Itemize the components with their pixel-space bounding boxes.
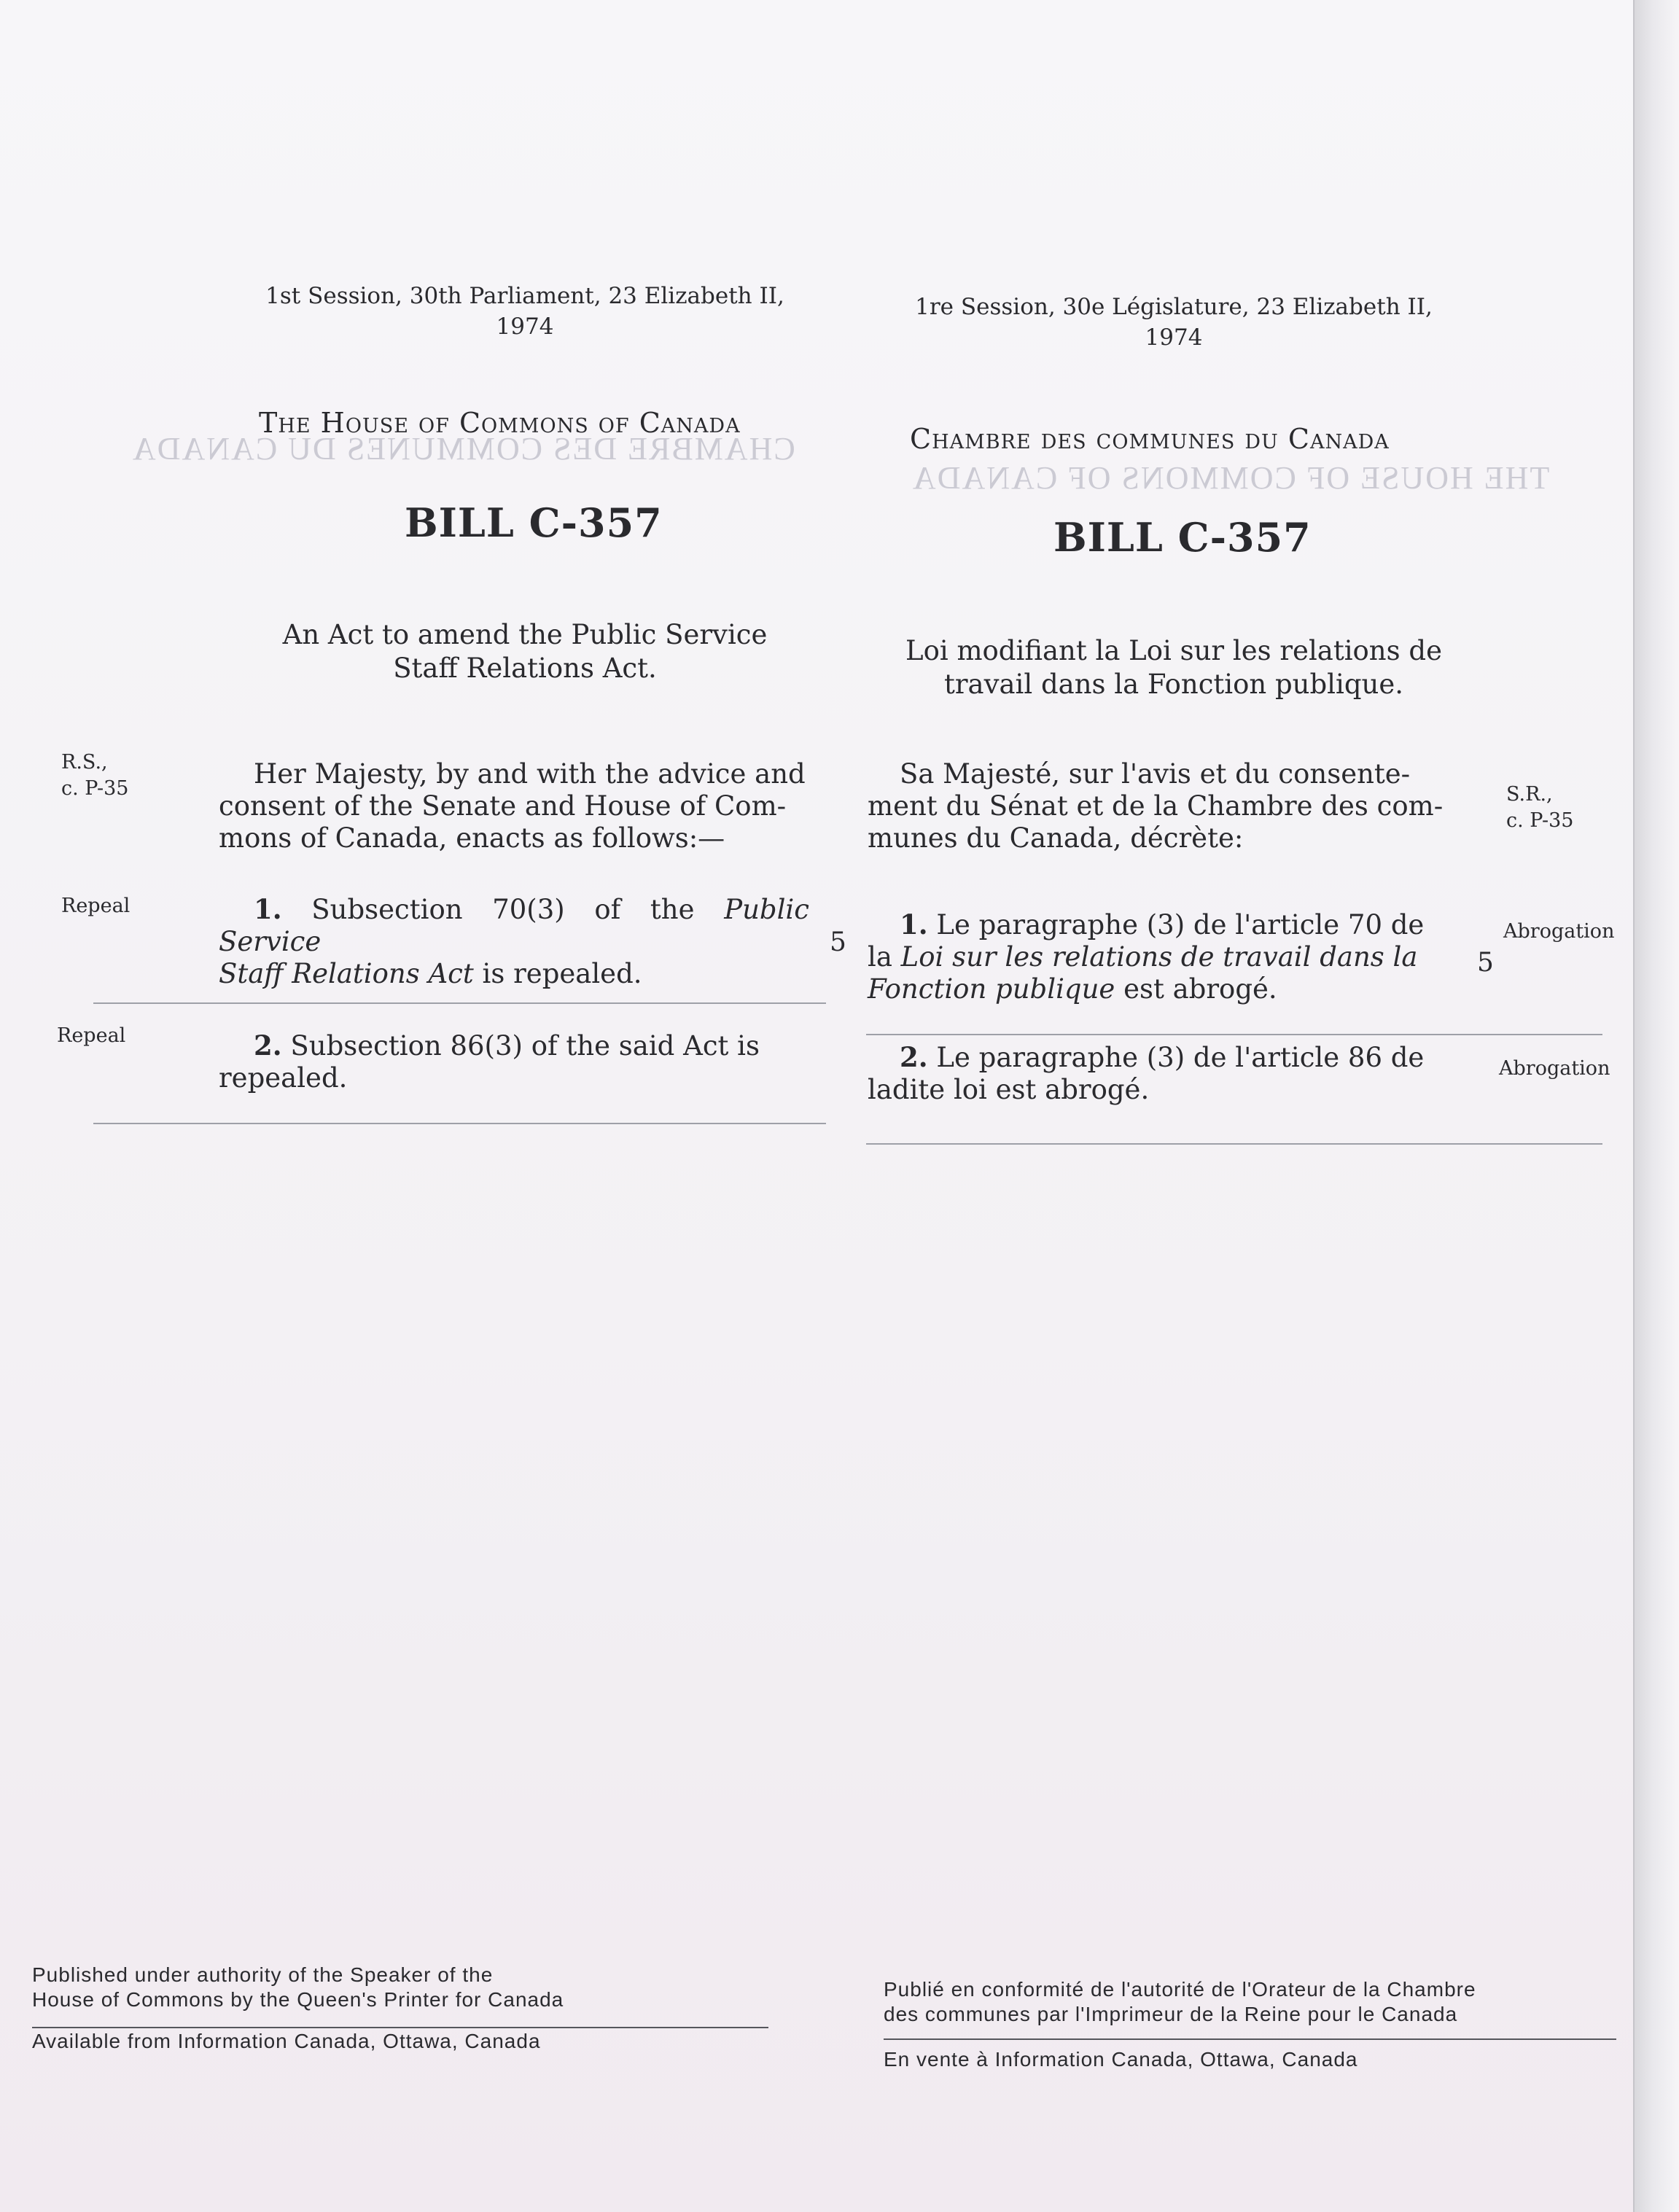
footer-rule [32,2027,768,2028]
section-number: 2. [254,1029,282,1062]
margin-citation-fr [1506,782,1573,834]
section-divider [93,1002,826,1004]
long-title-line: travail dans la Fonction publique. [943,669,1404,700]
margin-note-repeal-1-en: Repeal [61,895,130,917]
margin-note-repeal-2-en: Repeal [57,1024,126,1047]
margin-citation-line: c. P-35 [1506,809,1574,832]
house-heading-en: The House of Commons of Canada [259,407,741,439]
act-title: Public Service [219,894,809,957]
session-year: 1974 [1145,324,1203,351]
publisher-line: House of Commons by the Queen's Printer for Canada [32,1988,564,2011]
enacting-line: Her Majesty, by and with the advice and [254,758,806,790]
long-title-line: Loi modifiant la Loi sur les relations de [905,635,1442,666]
margin-citation-line: S.R., [1506,783,1553,806]
enacting-line: ment du Sénat et de la Chambre des com- [868,790,1444,822]
enacting-line: Sa Majesté, sur l'avis et du consente- [900,758,1411,790]
enacting-line: consent of the Senate and House of Com- [219,790,787,822]
bill-number-fr: BILL C-357 [1053,514,1312,561]
publisher-line: Published under authority of the Speaker of the [32,1963,494,1986]
section-text: repealed. [219,1062,348,1094]
section-1-fr [868,908,1458,1005]
act-title: Loi sur les relations de travail dans la [900,941,1418,973]
enacting-clause-en [219,758,809,854]
publisher-note-fr [884,1977,1620,2027]
house-heading-fr: Chambre des communes du Canada [910,423,1390,455]
section-text: ladite loi est abrogé. [868,1074,1150,1105]
page-binding-edge [1633,0,1679,2212]
long-title-line: Staff Relations Act. [393,653,657,684]
footer-rule [884,2038,1616,2040]
bleed-through-text: THE HOUSE OF COMMONS OF CANADA [911,460,1550,496]
enacting-line: munes du Canada, décrète: [868,822,1244,854]
availability-note-en: Available from Information Canada, Ottawa, Canada [32,2030,541,2052]
long-title-en [219,618,831,685]
line-number-en: 5 [830,927,846,957]
section-divider [866,1034,1602,1035]
act-title: Fonction publique [868,973,1115,1005]
availability-note-fr: En vente à Information Canada, Ottawa, Canada [884,2048,1358,2071]
section-2-en [219,1029,809,1094]
section-divider [866,1143,1602,1145]
act-title: Staff Relations Act [219,958,474,989]
margin-note-abrogation-2-fr: Abrogation [1499,1057,1610,1080]
section-2-fr [868,1041,1458,1106]
margin-citation-line: R.S., [61,751,108,774]
long-title-fr [868,634,1480,701]
session-heading-fr [868,292,1480,353]
section-number: 1. [254,893,282,925]
bill-number-en: BILL C-357 [405,499,663,546]
enacting-clause-fr [868,758,1458,854]
margin-note-abrogation-1-fr: Abrogation [1503,920,1615,943]
section-1-en [219,893,809,990]
session-line: 1st Session, 30th Parliament, 23 Elizabeth II, [265,283,784,309]
publisher-note-en [32,1963,674,2012]
section-text: Subsection 70(3) of the [311,894,695,925]
section-text: Le paragraphe (3) de l'article 70 de [936,909,1425,941]
margin-citation-en [61,749,128,802]
section-text: est abrogé. [1123,973,1277,1005]
session-line: 1re Session, 30e Législature, 23 Elizabeth II, [915,294,1433,320]
session-heading-en [219,281,831,342]
session-year: 1974 [496,314,554,340]
section-text: is repealed. [482,958,642,989]
margin-citation-line: c. P-35 [61,777,129,800]
line-number-fr: 5 [1477,948,1494,978]
section-divider [93,1123,826,1124]
section-text: Le paragraphe (3) de l'article 86 de [936,1042,1425,1073]
section-text: Subsection 86(3) of the said Act is [290,1030,760,1062]
section-number: 2. [900,1041,928,1073]
bleed-through-text: CHAMBRE DES COMMUNES DU CANADA [131,431,795,467]
enacting-line: mons of Canada, enacts as follows:— [219,822,725,854]
section-text: la [868,941,892,973]
long-title-line: An Act to amend the Public Service [282,619,768,650]
publisher-line: des communes par l'Imprimeur de la Reine pour le Canada [884,2003,1458,2025]
publisher-line: Publié en conformité de l'autorité de l'Orateur de la Chambre [884,1978,1476,2001]
section-number: 1. [900,908,928,941]
